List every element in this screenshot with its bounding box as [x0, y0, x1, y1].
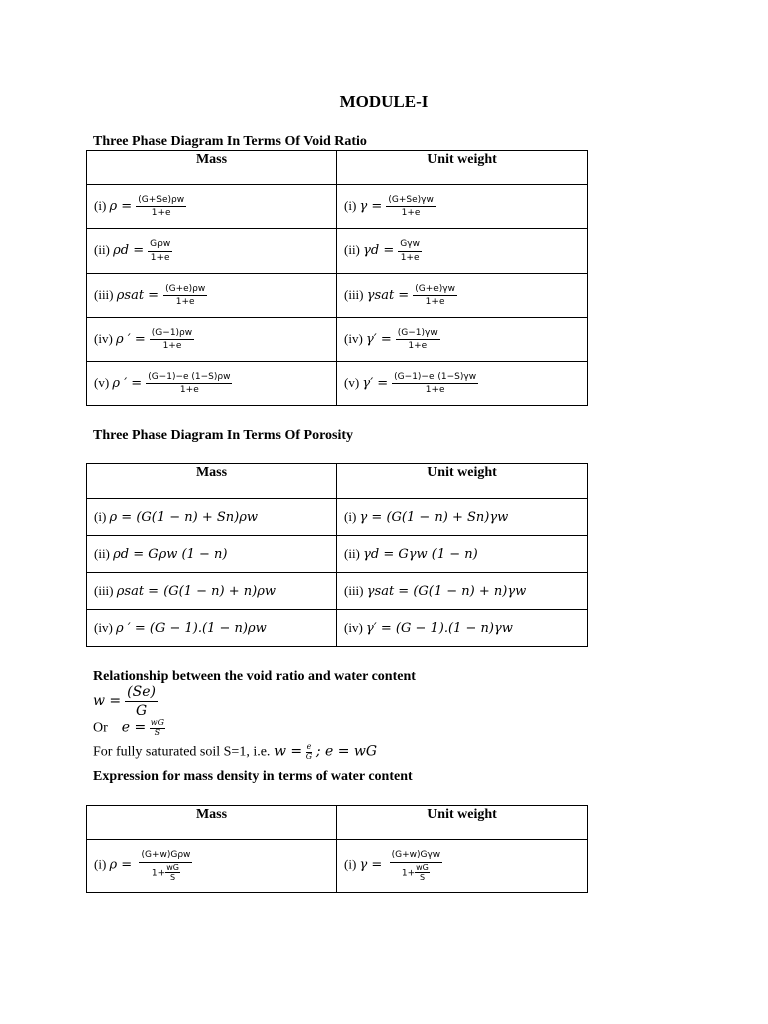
table-row	[87, 499, 588, 536]
formula-cell: (i) γ = $\frac{(G+Se)\gamma w}{1+e}$	[337, 185, 588, 229]
porosity-table	[86, 463, 588, 647]
col-header-mass: Mass	[87, 464, 337, 499]
table-row	[87, 274, 588, 318]
formula-cell: (i) γ = (G(1 − n) + Sn)γw	[337, 499, 588, 536]
section-heading-porosity: Three Phase Diagram In Terms Of Porosity	[93, 428, 354, 443]
formula-cell: (iv) γ′ = (G − 1).(1 − n)γw	[337, 610, 588, 647]
formula-cell: (iii) ρsat = (G(1 − n) + n)ρw	[87, 573, 337, 610]
formula-cell: (v) γ′ = $\frac{(G-1)-e (1-S)\gamma w}{1+e}$	[337, 362, 588, 406]
formula-cell: (iv) γ′ = $\frac{(G-1)\gamma w}{1+e}$	[337, 318, 588, 362]
col-header-unit-weight: Unit weight	[337, 464, 588, 499]
formula-cell: (ii) ρd = Gρw (1 − n)	[87, 536, 337, 573]
void-ratio-table	[86, 150, 588, 406]
table-row	[87, 318, 588, 362]
formula-cell: (iv) ρ ′ = (G − 1).(1 − n)ρw	[87, 610, 337, 647]
table-header-row	[87, 806, 588, 840]
formula-cell: (ii) γd = $\frac{\text{Gγw}}{1+e}$	[337, 229, 588, 274]
formula-cell: (ii) ρd = $\frac{\text{Gρw}}{1+e}$	[87, 229, 337, 274]
formula-cell: (iv) ρ ′ = $\frac{(G-1)\rho w}{1+e}$	[87, 318, 337, 362]
col-header-mass: Mass	[87, 151, 337, 185]
formula-cell: (i) γ = (G+w)Gγw 1+ $\frac{wG}{S}$	[337, 840, 588, 893]
formula-cell: (i) ρ = (G(1 − n) + Sn)ρw	[87, 499, 337, 536]
formula-cell: (i) ρ = $\frac{(G+Se)\rho w}{1+e}$	[87, 185, 337, 229]
formula-cell: (iii) ρsat = $\frac{(G+e)\rho w}{1+e}$	[87, 274, 337, 318]
formula-cell: (ii) γd = Gγw (1 − n)	[337, 536, 588, 573]
equation-e: Or e = $\frac{wG}{S}$	[93, 718, 164, 737]
section-heading-relationship: Relationship between the void ratio and water content	[93, 669, 416, 684]
table-row	[87, 610, 588, 647]
col-header-unit-weight: Unit weight	[337, 151, 588, 185]
table-row	[87, 573, 588, 610]
table-row	[87, 229, 588, 274]
saturated-soil-line: For fully saturated soil S=1, i.e. w = $\frac{e}{G}$ ; e = wG	[93, 742, 378, 761]
water-content-table	[86, 805, 588, 893]
table-header-row	[87, 464, 588, 499]
table-row	[87, 840, 588, 893]
col-header-unit-weight: Unit weight	[337, 806, 588, 840]
section-heading-mass-density: Expression for mass density in terms of water content	[93, 769, 413, 784]
equation-w: w = $\frac{(Se)}{G}$	[93, 684, 156, 720]
table-row	[87, 536, 588, 573]
section-heading-void-ratio: Three Phase Diagram In Terms Of Void Ratio	[93, 134, 367, 149]
formula-cell: (v) ρ ′ = $\frac{(G-1)-e (1-S)\rho w}{1+e}$	[87, 362, 337, 406]
formula-cell: (iii) γsat = (G(1 − n) + n)γw	[337, 573, 588, 610]
col-header-mass: Mass	[87, 806, 337, 840]
table-header-row	[87, 151, 588, 185]
table-row	[87, 185, 588, 229]
formula-cell: (iii) γsat = $\frac{(G+e)\gamma w}{1+e}$	[337, 274, 588, 318]
table-row	[87, 362, 588, 406]
page-title: MODULE-I	[339, 92, 429, 111]
formula-cell: (i) ρ = (G+w)Gρw 1+ $\frac{wG}{S}$	[87, 840, 337, 893]
